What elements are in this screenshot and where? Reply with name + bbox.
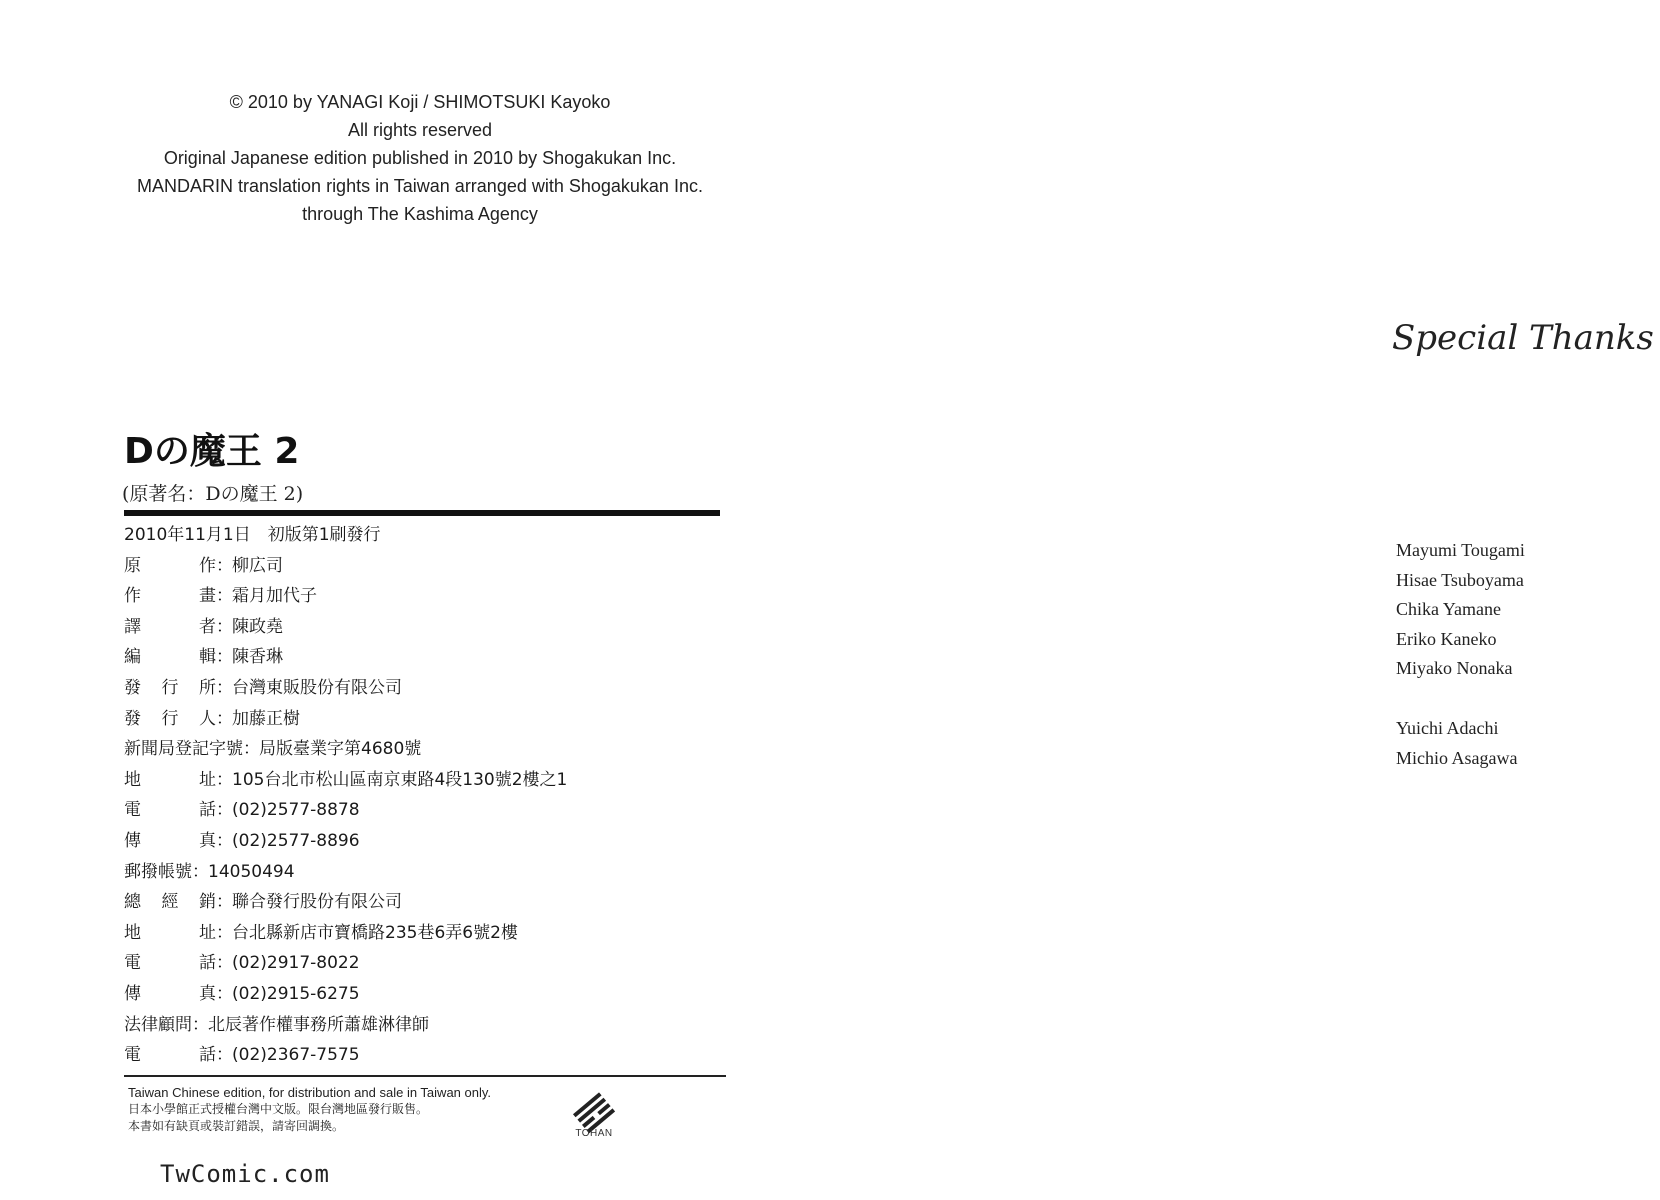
- colophon-value: 聯合發行股份有限公司: [232, 892, 402, 913]
- colophon-label: 發 行 人: [124, 708, 216, 729]
- thanks-name: Mayumi Tougami: [1396, 540, 1525, 560]
- colophon-label: 電 話: [124, 800, 216, 821]
- thanks-name: Michio Asagawa: [1396, 747, 1518, 768]
- colophon-label: 電 話: [124, 953, 216, 974]
- book-title: Dの魔王 2: [124, 431, 300, 472]
- colophon-row: [124, 581, 724, 612]
- title-divider: [124, 510, 720, 516]
- colophon-separator: ：: [192, 1014, 209, 1035]
- colophon-separator: ：: [243, 739, 260, 760]
- colophon-separator: ：: [216, 555, 233, 576]
- colophon-separator: ：: [216, 708, 233, 729]
- colophon-separator: ：: [216, 1045, 233, 1066]
- colophon-value: 陳香琳: [232, 647, 283, 668]
- colophon-label: 作 畫: [124, 586, 216, 607]
- colophon-separator: ：: [216, 922, 233, 943]
- original-title: (原著名：Dの魔王 2): [122, 483, 304, 505]
- colophon-label: 編 輯: [124, 647, 216, 668]
- colophon-value: 105台北市松山區南京東路4段130號2樓之1: [232, 769, 568, 790]
- colophon-row: [124, 979, 724, 1010]
- colophon-row: [124, 948, 724, 979]
- thanks-group: [1396, 536, 1525, 684]
- colophon-separator: ：: [216, 586, 233, 607]
- colophon-row: [124, 642, 724, 673]
- copyright-line: All rights reserved: [347, 120, 493, 140]
- colophon-label: 新聞局登記字號: [124, 739, 243, 760]
- colophon-row: [124, 887, 724, 918]
- special-thanks-title: Special Thanks: [1392, 318, 1654, 358]
- colophon-label: 郵撥帳號: [124, 861, 192, 882]
- colophon-row: [124, 551, 724, 582]
- edition-line: [124, 520, 724, 551]
- colophon-separator: ：: [216, 800, 233, 821]
- thanks-name: Yuichi Adachi: [1396, 717, 1499, 738]
- site-watermark: TwComic.com: [160, 1160, 330, 1188]
- copyright-line: © 2010 by YANAGI Koji / SHIMOTSUKI Kayoko: [229, 92, 611, 112]
- thanks-name: Eriko Kaneko: [1396, 628, 1497, 649]
- fine-print: [128, 1084, 491, 1135]
- colophon-value: 加藤正樹: [232, 708, 300, 729]
- thanks-group: [1396, 714, 1525, 773]
- colophon-label: 地 址: [124, 922, 216, 943]
- thanks-name: Hisae Tsuboyama: [1396, 569, 1524, 590]
- colophon-value: 陳政堯: [232, 616, 283, 637]
- thanks-name: Chika Yamane: [1396, 599, 1501, 620]
- colophon-row: [124, 1010, 724, 1041]
- colophon-label: 原 作: [124, 555, 216, 576]
- colophon-separator: ：: [216, 616, 233, 637]
- colophon-value: 台北縣新店市寶橋路235巷6弄6號2樓: [232, 922, 518, 943]
- colophon-row: [124, 704, 724, 735]
- colophon-value: 柳広司: [232, 555, 283, 576]
- colophon-label: 地 址: [124, 769, 216, 790]
- colophon-separator: ：: [192, 861, 209, 882]
- colophon-label: 傳 真: [124, 830, 216, 851]
- colophon-value: (02)2577-8896: [232, 830, 360, 851]
- colophon-value: 北辰著作權事務所蕭雄淋律師: [208, 1014, 429, 1035]
- colophon-value: 局版臺業字第4680號: [259, 739, 422, 760]
- colophon-separator: ：: [216, 983, 233, 1004]
- colophon-value: 台灣東販股份有限公司: [232, 677, 402, 698]
- colophon-row: [124, 857, 724, 888]
- colophon-value: 霜月加代子: [232, 586, 317, 607]
- copyright-block: [60, 88, 780, 228]
- copyright-line: Original Japanese edition published in 2010 by Shogakukan Inc.: [163, 148, 677, 168]
- colophon-row: [124, 765, 724, 796]
- colophon-label: 傳 真: [124, 983, 216, 1004]
- colophon-value: (02)2915-6275: [232, 983, 360, 1004]
- colophon-row: [124, 1040, 724, 1071]
- colophon-row: [124, 918, 724, 949]
- copyright-line: through The Kashima Agency: [302, 204, 538, 224]
- colophon-row: [124, 612, 724, 643]
- edition-date: 2010年11月1日 初版第1刷發行: [124, 525, 381, 545]
- colophon-label: 發 行 所: [124, 677, 216, 698]
- colophon-row: [124, 673, 724, 704]
- defect-notice: 本書如有缺頁或裝訂錯誤，請寄回調換。: [128, 1119, 345, 1133]
- colophon-separator: ：: [216, 830, 233, 851]
- colophon-value: 14050494: [208, 861, 295, 882]
- colophon-value: (02)2367-7575: [232, 1045, 360, 1066]
- colophon-value: (02)2577-8878: [232, 800, 360, 821]
- tohan-logo-text: TOHAN: [575, 1128, 613, 1139]
- colophon-separator: ：: [216, 892, 233, 913]
- colophon-separator: ：: [216, 677, 233, 698]
- colophon-label: 譯 者: [124, 616, 216, 637]
- thanks-name: Miyako Nonaka: [1396, 658, 1513, 679]
- colophon: [124, 520, 724, 1071]
- colophon-separator: ：: [216, 647, 233, 668]
- colophon-row: [124, 826, 724, 857]
- colophon-label: 電 話: [124, 1045, 216, 1066]
- copyright-line: MANDARIN translation rights in Taiwan arranged with Shogakukan Inc.: [137, 176, 703, 196]
- colophon-row: [124, 795, 724, 826]
- colophon-label: 法律顧問: [124, 1014, 192, 1035]
- colophon-row: [124, 734, 724, 765]
- distribution-notice: Taiwan Chinese edition, for distribution and sale in Taiwan only.: [128, 1085, 492, 1100]
- colophon-value: (02)2917-8022: [232, 953, 360, 974]
- colophon-label: 總 經 銷: [124, 892, 216, 913]
- colophon-separator: ：: [216, 769, 233, 790]
- footer-divider: [124, 1075, 726, 1077]
- special-thanks-list: [1396, 536, 1525, 773]
- colophon-rows: [124, 551, 724, 1071]
- colophon-separator: ：: [216, 953, 233, 974]
- authorization-notice: 日本小學館正式授權台灣中文版。限台灣地區發行販售。: [128, 1102, 429, 1116]
